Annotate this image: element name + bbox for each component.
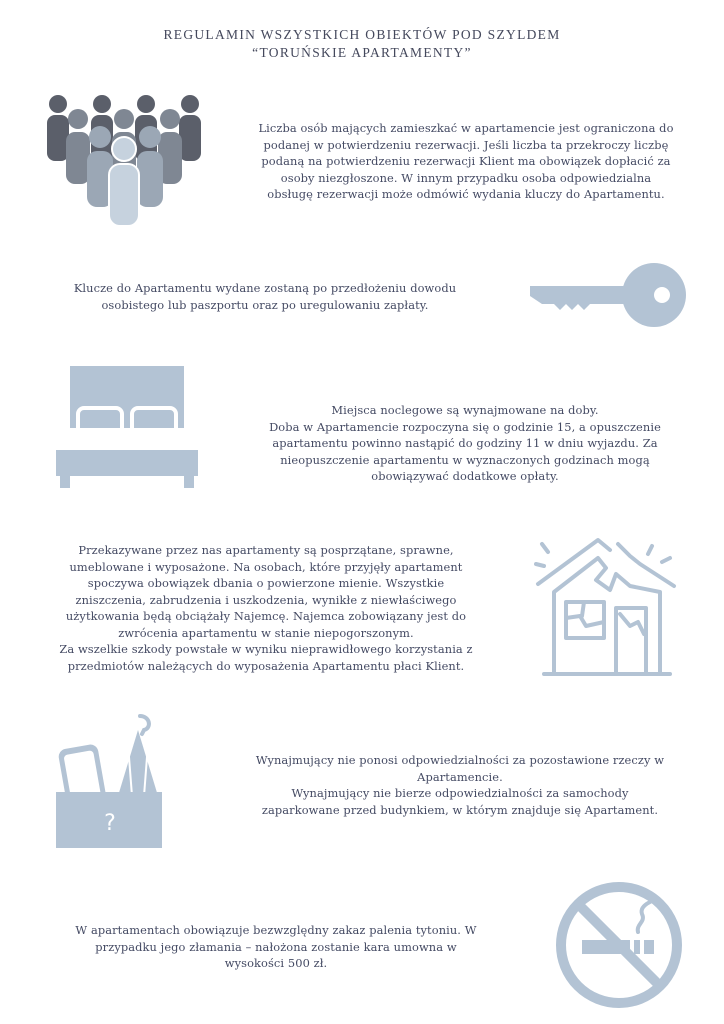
text-line: W apartamentach obowiązuje bezwzględny zakaz palenia tytoniu. W <box>75 923 477 937</box>
section-text-occupancy <box>236 120 696 203</box>
title-line-2: “TORUŃSKIE APARTAMENTY” <box>252 45 472 60</box>
text-line: Miejsca noclegowe są wynajmowane na doby. <box>331 403 599 417</box>
text-line: obowiązywać dodatkowe opłaty. <box>371 469 559 483</box>
text-line: zaparkowane przed budynkiem, w którym znajduje się Apartament. <box>261 802 659 817</box>
text-line: obsługę rezerwacji może odmówić wydania kluczy do Apartamentu. <box>267 187 665 201</box>
key-icon <box>528 262 688 328</box>
text-line: Przekazywane przez nas apartamenty są posprzątane, sprawne, <box>78 543 454 557</box>
text-line: Liczba osób mających zamieszkać w apartamencie jest ograniczona do <box>258 121 674 135</box>
text-line: wysokości 500 zł. <box>224 956 328 970</box>
text-line: Klucze do Apartamentu wydane zostaną po przedłożeniu dowodu <box>73 281 457 295</box>
text-line: użytkowania będą obciążały Najemcę. Najemca zobowiązany jest do <box>65 609 467 623</box>
text-line: Za wszelkie szkody powstałe w wyniku nieprawidłowego korzystania z <box>59 642 473 656</box>
no-smoking-icon <box>554 880 684 1010</box>
damaged-house-icon <box>534 534 680 676</box>
section-text-liability <box>230 752 690 818</box>
bed-icon <box>56 366 198 488</box>
text-line: przedmiotów należących do wyposażenia Apartamentu płaci Klient. <box>67 658 465 673</box>
page-title <box>0 26 724 62</box>
text-line: osoby niezgłoszone. W innym przypadku osoba odpowiedzialna <box>280 170 652 185</box>
text-line: spoczywa obowiązek dbania o powierzone mienie. Wszystkie <box>87 576 445 590</box>
text-line: zwrócenia apartamentu w stanie niepogorszonym. <box>118 625 414 640</box>
text-line: osobistego lub paszportu oraz po uregulowaniu zapłaty. <box>101 297 429 312</box>
text-line: podanej w potwierdzeniu rezerwacji. Jeśli liczba ta przekroczy liczbę <box>263 137 669 152</box>
section-text-smoking <box>46 922 506 972</box>
section-text-stay <box>240 402 690 485</box>
text-line: zniszczenia, zabrudzenia i uszkodzenia, wynikłe z niewłaściwego <box>75 592 457 607</box>
text-line: przypadku jego złamania – nałożona zostanie kara umowna w <box>95 939 457 954</box>
people-group-icon <box>44 92 204 228</box>
title-line-1: REGULAMIN WSZYSTKICH OBIEKTÓW POD SZYLDEM <box>163 27 561 42</box>
text-line: umeblowane i wyposażone. Na osobach, które przyjęły apartament <box>69 559 463 574</box>
text-line: nieopuszczenie apartamentu w wyznaczonych godzinach mogą <box>280 452 650 467</box>
section-text-damage <box>16 542 516 674</box>
text-line: Apartamencie. <box>417 769 503 784</box>
text-line: apartamentu powinno nastąpić do godziny 11 w dniu wyjazdu. Za <box>272 436 658 450</box>
text-line: Wynajmujący nie bierze odpowiedzialności za samochody <box>291 786 629 800</box>
text-line: podaną na potwierdzeniu rezerwacji Klient ma obowiązek dopłacić za <box>261 154 671 168</box>
section-text-keys <box>40 280 490 313</box>
text-line: Doba w Apartamencie rozpoczyna się o godzinie 15, a opuszczenie <box>269 419 661 434</box>
lost-items-box-icon <box>54 714 166 848</box>
box-question-mark: ? <box>104 811 116 836</box>
text-line: Wynajmujący nie ponosi odpowiedzialności za pozostawione rzeczy w <box>255 753 665 767</box>
